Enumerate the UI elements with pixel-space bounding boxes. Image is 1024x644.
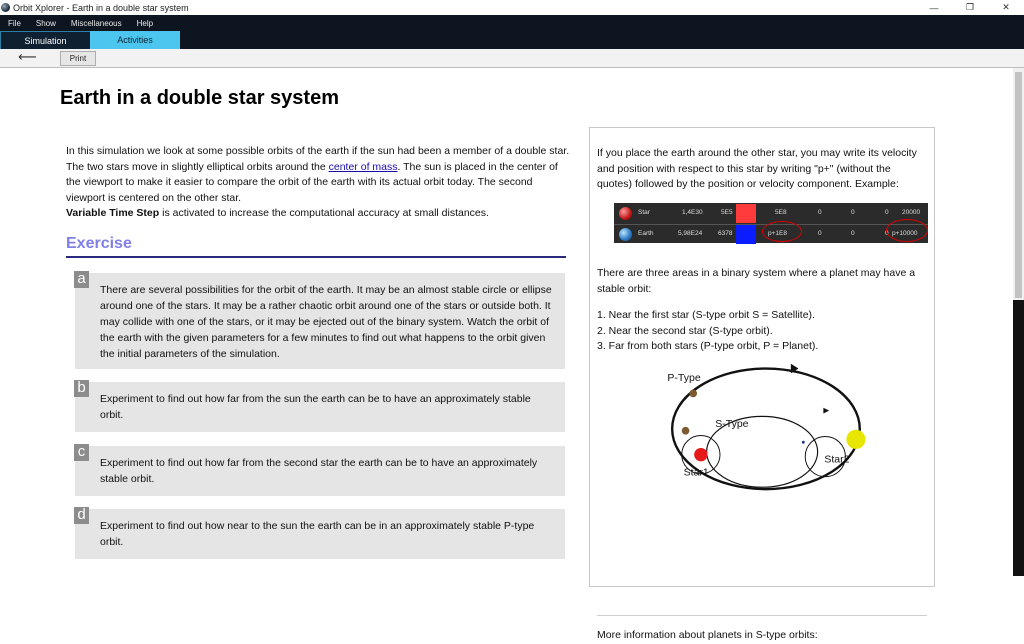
- cell-c2: 0: [851, 209, 855, 216]
- example-parameter-table: [614, 203, 928, 243]
- star2-marker: [846, 430, 865, 449]
- cell-c1: 0: [818, 209, 822, 216]
- earth-icon: [619, 228, 632, 241]
- binary-orbit-arrow-icon: [823, 408, 829, 414]
- color-swatch: [736, 204, 756, 223]
- cell-position: p+1E8: [768, 230, 787, 237]
- intro-text-3: is activated to increase the computational accuracy at small distances.: [159, 207, 489, 219]
- restore-icon[interactable]: ❐: [965, 2, 975, 12]
- exercise-text: Experiment to find out how far from the second star the earth can be to have an approximately stable orbit.: [100, 457, 538, 485]
- exercise-a: [75, 270, 565, 369]
- cell-c3: 0: [885, 209, 889, 216]
- orbit-type-list-item: 1. Near the first star (S-type orbit S = Satellite).: [597, 309, 815, 321]
- orbit-type-list-item: 3. Far from both stars (P-type orbit, P = Planet).: [597, 340, 819, 352]
- exercise-text: Experiment to find out how far from the sun the earth can be to have an approximately stable orbit.: [100, 393, 531, 421]
- exercise-c: [75, 443, 565, 496]
- cell-mass: 5,98E24: [678, 230, 703, 237]
- window-controls: [916, 0, 1024, 15]
- minimize-icon[interactable]: —: [929, 2, 939, 13]
- close-icon[interactable]: ✕: [1002, 2, 1010, 12]
- exercise-b: [75, 379, 565, 432]
- cell-c3: 0: [885, 230, 889, 237]
- cell-velocity: p+10000: [892, 230, 918, 237]
- s-type-planet: [682, 427, 690, 435]
- binary-orbit-diagram: [660, 358, 870, 492]
- more-info-text: More information about planets in S-type orbits:: [597, 629, 818, 641]
- star1-label: Star1: [683, 466, 709, 479]
- star-icon: [619, 207, 632, 220]
- menu-bar: [0, 15, 1024, 31]
- exercise-letter: d: [74, 507, 89, 524]
- tab-bar: [0, 31, 1024, 49]
- activity-content: [0, 68, 1013, 641]
- exercise-divider: [66, 256, 566, 258]
- exercise-d: [75, 506, 565, 559]
- info-panel: [589, 127, 935, 641]
- intro-text-2: . The sun is placed in the center of the viewport to make it easier to compare the orbit of the earth with its actual orbit today. The second viewport is centered on the other star.: [66, 160, 558, 204]
- highlight-oval-velocity: [886, 219, 928, 242]
- back-arrow-icon[interactable]: ⟵: [18, 49, 37, 64]
- window-title: Orbit Xplorer - Earth in a double star system: [13, 2, 189, 13]
- table-row: [614, 204, 928, 223]
- color-swatch: [736, 225, 756, 244]
- p-type-label: P-Type: [667, 371, 701, 384]
- tab-simulation[interactable]: Simulation: [0, 31, 90, 49]
- exercise-letter: b: [74, 380, 89, 397]
- print-button[interactable]: Print: [60, 51, 96, 66]
- orbit-type-list-item: 2. Near the second star (S-type orbit).: [597, 325, 773, 337]
- star1-marker: [694, 448, 707, 461]
- menu-show[interactable]: Show: [35, 18, 56, 28]
- scrollbar-track-lower: [1013, 300, 1024, 576]
- highlight-oval-position: [762, 221, 802, 242]
- menu-miscellaneous[interactable]: Miscellaneous: [70, 18, 122, 28]
- exercise-letter: a: [74, 271, 89, 288]
- center-of-mass-link[interactable]: center of mass: [328, 160, 398, 173]
- menu-help[interactable]: Help: [136, 18, 154, 28]
- p-type-planet: [689, 390, 697, 398]
- toolbar: [0, 49, 1024, 68]
- cell-mass: 1,4E30: [682, 209, 703, 216]
- cell-name: Star: [638, 209, 650, 216]
- cell-name: Earth: [638, 230, 654, 237]
- cell-c1: 0: [818, 230, 822, 237]
- cell-radius: 6378: [718, 230, 733, 237]
- panel-divider: [597, 615, 927, 616]
- s-type-label: S-Type: [715, 417, 749, 430]
- intro-paragraph: [66, 144, 570, 222]
- info-paragraph-1: If you place the earth around the other star, you may write its velocity and position with respect to this star by writing "p+" (without the quotes) followed by the position or velocity component. Example:: [597, 147, 917, 190]
- tab-activities[interactable]: Activities: [90, 31, 180, 49]
- cell-radius: 5E5: [721, 209, 733, 216]
- cell-position: 5E8: [775, 209, 787, 216]
- window-titlebar: [0, 0, 1024, 15]
- cell-velocity: 20000: [902, 209, 921, 216]
- star2-label: Star2: [824, 453, 850, 466]
- info-paragraph-2: There are three areas in a binary system where a planet may have a stable orbit:: [597, 267, 916, 295]
- exercise-text: Experiment to find out how near to the sun the earth can be in an approximately stable P-type orbit.: [100, 520, 535, 548]
- center-of-mass-dot: [802, 441, 805, 444]
- vertical-scrollbar[interactable]: [1013, 68, 1024, 576]
- variable-time-step-label: Variable Time Step: [66, 207, 160, 219]
- menu-file[interactable]: File: [8, 18, 21, 28]
- exercise-letter: c: [74, 444, 89, 461]
- exercise-heading: Exercise: [66, 235, 132, 252]
- intro-text-1: In this simulation we look at some possible orbits of the earth if the sun had been a member of a double star. The two stars move in slightly elliptical orbits around the: [66, 145, 570, 173]
- scrollbar-thumb[interactable]: [1015, 72, 1022, 298]
- page-title: Earth in a double star system: [60, 87, 339, 109]
- exercise-text: There are several possibilities for the orbit of the earth. It may be an almost stable circle or ellipse around one of the stars. It may be a rather chaotic orbit around one of the stars or outside both. It may collide with one of the stars, or it may be ejected out of the binary system. Watch the orbit of the earth with the given parameters for a few minutes to find out what happens to the orbit given the initial parameters of the simulation.: [100, 284, 552, 360]
- app-logo-icon: [1, 3, 10, 12]
- cell-c2: 0: [851, 230, 855, 237]
